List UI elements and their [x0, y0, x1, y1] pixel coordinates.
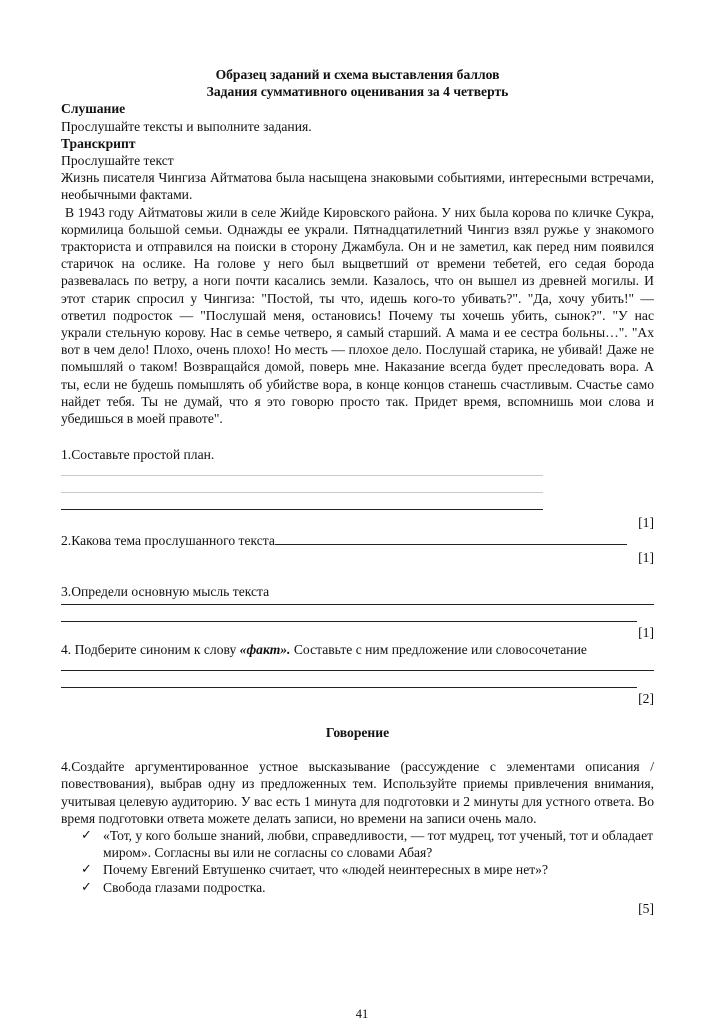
task-4-score: [2]	[638, 690, 654, 706]
task-3-text: 3.Определи основную мысль текста	[61, 584, 270, 600]
topic-text: Свобода глазами подростка.	[103, 879, 266, 895]
topic-text: Почему Евгений Евтушенко считает, что «людей неинтересных в мире нет»?	[103, 862, 548, 878]
task-4-answer-area[interactable]	[61, 670, 654, 688]
answer-line[interactable]	[61, 509, 543, 510]
task-4-suffix: Составьте с ним предложение или словосочетание	[290, 642, 587, 658]
answer-line[interactable]	[61, 604, 654, 605]
task-3-score: [1]	[638, 625, 654, 641]
section-heading-listening: Слушание	[61, 101, 126, 117]
answer-line[interactable]	[61, 621, 637, 622]
section-heading-speaking: Говорение	[325, 724, 390, 740]
task-2-row	[61, 532, 654, 549]
topic-list	[61, 827, 654, 896]
task-1-text: 1.Составьте простой план.	[61, 447, 215, 463]
speaking-instruction: 4.Создайте аргументированное устное высказывание (рассуждение с элементами описания / повествования), выбрав одну из предложенных тем. Используйте приемы привлечения внимания, учитывая целевую аудиторию. У вас есть 1 минута для подготовки и 2 минуты для устного ответа. Во время подготовки ответа можете делать записи, но времени на записи очень мало.	[61, 759, 654, 826]
topic-text: «Тот, у кого больше знаний, любви, справедливости, — тот мудрец, тот ученый, тот и обладает миром». Согласны вы или не согласны со словами Абая?	[103, 827, 654, 861]
topic-item	[81, 879, 654, 896]
document-title: Образец заданий и схема выставления баллов	[215, 67, 500, 82]
answer-line[interactable]	[61, 687, 637, 688]
answer-line[interactable]	[275, 532, 627, 545]
task-4-keyword: «факт».	[239, 642, 291, 658]
speaking-score: [5]	[638, 900, 654, 916]
task-1-answer-area[interactable]	[61, 475, 543, 510]
task-2-score: [1]	[638, 549, 654, 565]
transcript-paragraph-1: Жизнь писателя Чингиза Айтматова была насыщена знаковыми событиями, интересными встречами, необычными фактами.	[61, 170, 654, 203]
task-1-score: [1]	[638, 515, 654, 531]
transcript-heading: Транскрипт	[61, 135, 136, 151]
task-4-text	[61, 641, 654, 658]
topic-item	[81, 861, 654, 878]
task-4-prefix: 4. Подберите синоним к слову	[61, 642, 240, 658]
answer-line[interactable]	[61, 492, 543, 493]
task-3-answer-area[interactable]	[61, 604, 654, 622]
check-mark-icon: ✓	[81, 827, 92, 843]
answer-line[interactable]	[61, 670, 654, 671]
transcript-instruction: Прослушайте текст	[61, 153, 174, 169]
listening-instruction: Прослушайте тексты и выполните задания.	[61, 118, 312, 134]
document-subtitle: Задания суммативного оценивания за 4 четверть	[206, 84, 509, 100]
topic-item	[81, 827, 654, 861]
transcript-paragraph-2: В 1943 году Айтматовы жили в селе Жийде Кировского района. У них была корова по кличке Сукра, кормилица большой семьи. Однажды ее украли. Пятнадцатилетний Чингиз взял ружье у знакомого тракториста и отправился на поиски в сторону Джамбула. Он и не заметил, как перед ним появился старичок на ослике. На голове у него был выцветший от времени тебетей, его седая борода развевалась по ветру, а ноги почти касались земли. Казалось, что он вышел из древней могилы. И этот старик спросил у Чингиза: "Постой, ты что, идешь кого-то убивать?". "Да, хочу убить!" — ответил подросток — "Послушай меня, остановись! Почему ты хочешь убить, сынок?". "У нас украли стельную корову. Нас в семье четверо, я самый старший. А мама и ее сестра больны…". "Ах вот в чем дело! Плохо, очень плохо! Но месть — плохое дело. Послушай старика, не убивай! Даже не помышляй о таком! Возвращайся домой, поверь мне. Наказание всегда будет преследовать вора. А ты, если не будешь помышлять об убийстве вора, в конце концов станешь счастливым. Счастье само найдет тебя. Ты не думай, что я это говорю просто так. Придет время, вспомнишь мои слова и убедишься в моей правоте".	[61, 204, 654, 427]
check-mark-icon: ✓	[81, 862, 92, 878]
page-number: 41	[355, 1007, 369, 1021]
task-2-text: 2.Какова тема прослушанного текста	[61, 532, 275, 548]
check-mark-icon: ✓	[81, 879, 92, 895]
answer-line[interactable]	[61, 475, 543, 476]
